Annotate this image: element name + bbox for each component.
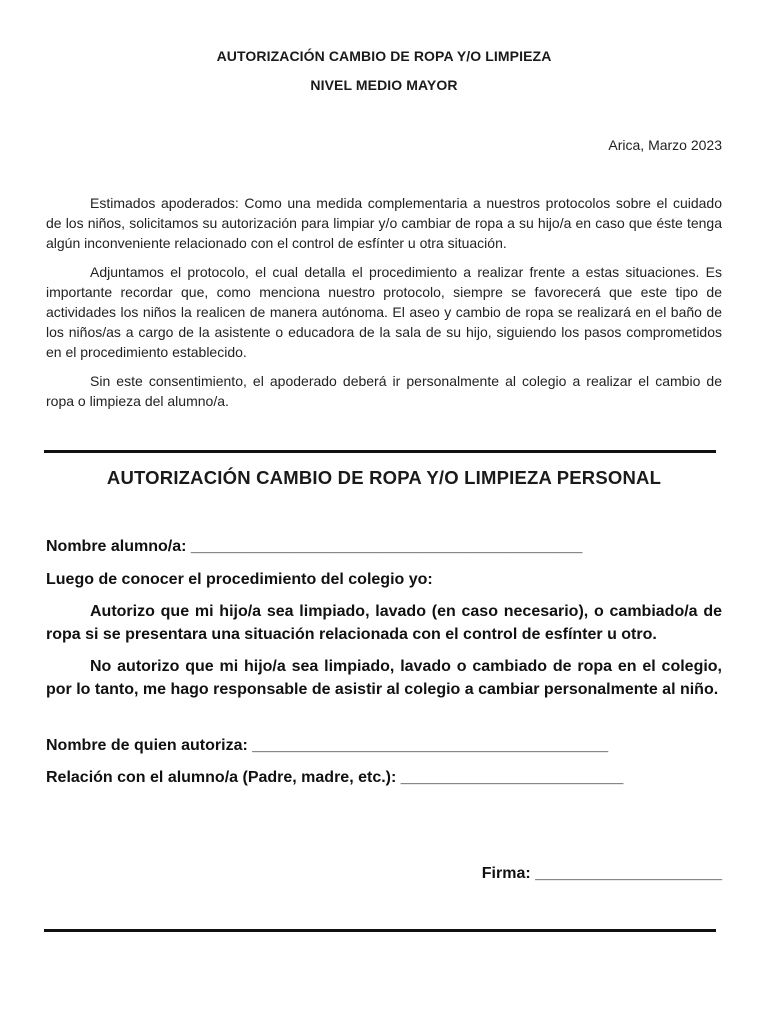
date-line: Arica, Marzo 2023	[608, 137, 722, 153]
authorize-option[interactable]: Autorizo que mi hijo/a sea limpiado, lavado (en caso necesario), o cambiado/a de ropa si se presentara una situación relacionada con el control de esfínter u otro.	[46, 603, 722, 643]
top-divider	[44, 450, 716, 453]
intro-paragraph: Adjuntamos el protocolo, el cual detalla el procedimiento a realizar frente a estas situaciones. Es importante recordar que, como menciona nuestro protocolo, siempre se favorecerá que este tipo de actividades los niños la realicen de manera autónoma. El aseo y cambio de ropa se realizará en el baño de los niños/as a cargo de la asistente o educadora de la sala de su hijo, siguiendo los pasos comprometidos en el procedimiento establecido.	[46, 264, 722, 360]
bottom-divider	[44, 929, 716, 932]
intro-paragraph: Estimados apoderados: Como una medida complementaria a nuestros protocolos sobre el cuidado de los niños, solicitamos su autorización para limpiar y/o cambiar de ropa a su hijo/a en caso que éste tenga algún inconveniente relacionado con el control de esfínter u otra situación.	[46, 195, 722, 251]
procedure-intro: Luego de conocer el procedimiento del colegio yo:	[46, 571, 433, 588]
document-subtitle: NIVEL MEDIO MAYOR	[310, 77, 458, 93]
authorizer-name-field[interactable]: Nombre de quien autoriza: ________________________________________	[46, 737, 609, 754]
signature-field[interactable]: Firma: _____________________	[481, 865, 722, 882]
intro-letter	[46, 193, 722, 420]
intro-paragraph: Sin este consentimiento, el apoderado deberá ir personalmente al colegio a realizar el cambio de ropa o limpieza del alumno/a.	[46, 373, 722, 409]
relation-field[interactable]: Relación con el alumno/a (Padre, madre, etc.): _________________________	[46, 769, 624, 786]
document-title: AUTORIZACIÓN CAMBIO DE ROPA Y/O LIMPIEZA	[216, 48, 552, 64]
student-name-field[interactable]: Nombre alumno/a: ____________________________________________	[46, 538, 583, 555]
form-title: AUTORIZACIÓN CAMBIO DE ROPA Y/O LIMPIEZA PERSONAL	[106, 467, 662, 488]
not-authorize-option[interactable]: No autorizo que mi hijo/a sea limpiado, lavado o cambiado de ropa en el colegio, por lo tanto, me hago responsable de asistir al colegio a cambiar personalmente al niño.	[46, 658, 722, 698]
